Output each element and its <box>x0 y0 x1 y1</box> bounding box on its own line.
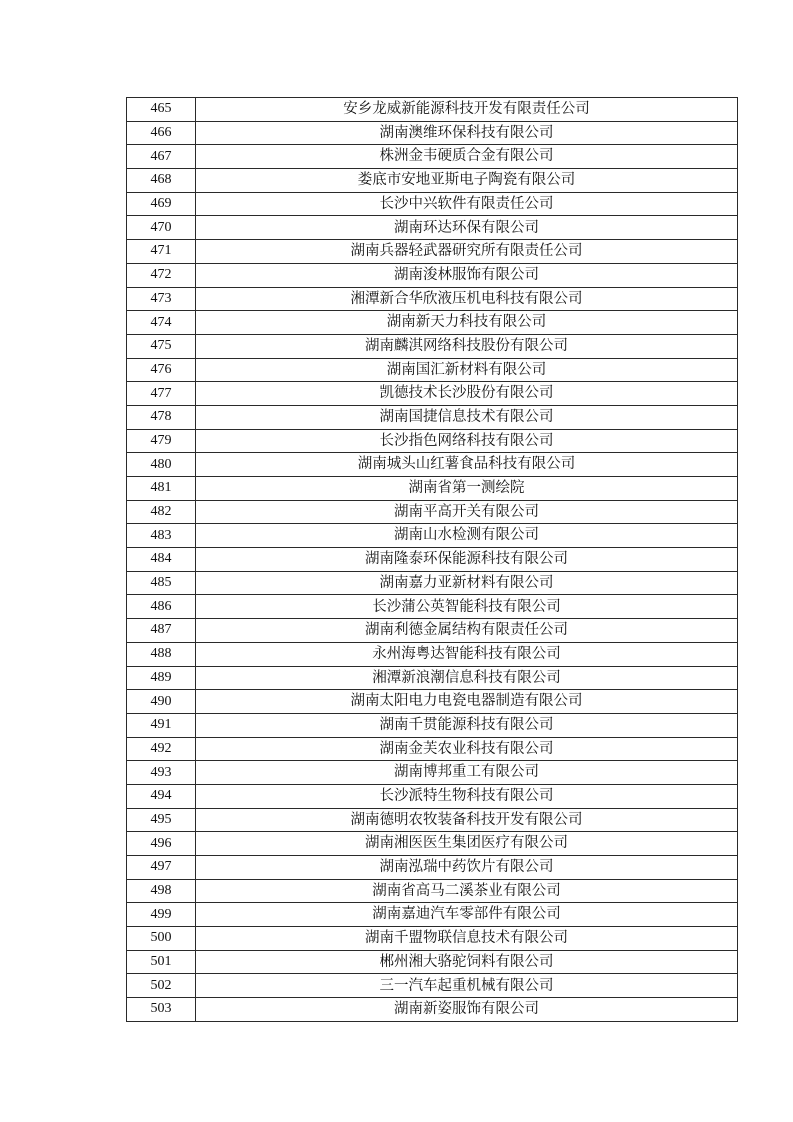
row-number: 465 <box>127 98 196 122</box>
row-number: 490 <box>127 690 196 714</box>
table-row <box>127 548 738 572</box>
row-number: 492 <box>127 737 196 761</box>
row-number: 496 <box>127 832 196 856</box>
table-row <box>127 334 738 358</box>
row-number: 501 <box>127 950 196 974</box>
company-name: 湖南兵器轻武器研究所有限责任公司 <box>196 240 738 264</box>
table-row <box>127 121 738 145</box>
company-name: 湖南澳维环保科技有限公司 <box>196 121 738 145</box>
company-name: 株洲金韦硬质合金有限公司 <box>196 145 738 169</box>
row-number: 466 <box>127 121 196 145</box>
company-name: 湖南嘉迪汽车零部件有限公司 <box>196 903 738 927</box>
company-name: 湖南博邦重工有限公司 <box>196 761 738 785</box>
company-name: 长沙中兴软件有限责任公司 <box>196 192 738 216</box>
table-row <box>127 761 738 785</box>
row-number: 495 <box>127 808 196 832</box>
table-row <box>127 358 738 382</box>
row-number: 469 <box>127 192 196 216</box>
table-row <box>127 737 738 761</box>
table-row <box>127 145 738 169</box>
company-name: 湖南浚林服饰有限公司 <box>196 263 738 287</box>
company-name: 湘潭新合华欣液压机电科技有限公司 <box>196 287 738 311</box>
company-name: 湖南国捷信息技术有限公司 <box>196 405 738 429</box>
table-row <box>127 524 738 548</box>
table-row <box>127 477 738 501</box>
table-row <box>127 382 738 406</box>
company-name: 永州海粤达智能科技有限公司 <box>196 642 738 666</box>
row-number: 474 <box>127 311 196 335</box>
company-name: 长沙蒲公英智能科技有限公司 <box>196 595 738 619</box>
row-number: 485 <box>127 571 196 595</box>
table-row <box>127 169 738 193</box>
company-name: 湖南省高马二溪茶业有限公司 <box>196 879 738 903</box>
table-row <box>127 856 738 880</box>
table-row <box>127 974 738 998</box>
table-row <box>127 263 738 287</box>
row-number: 483 <box>127 524 196 548</box>
row-number: 482 <box>127 500 196 524</box>
company-name: 湖南千盟物联信息技术有限公司 <box>196 927 738 951</box>
row-number: 499 <box>127 903 196 927</box>
row-number: 484 <box>127 548 196 572</box>
row-number: 494 <box>127 784 196 808</box>
company-name: 湖南泓瑞中药饮片有限公司 <box>196 856 738 880</box>
row-number: 472 <box>127 263 196 287</box>
row-number: 480 <box>127 453 196 477</box>
row-number: 488 <box>127 642 196 666</box>
row-number: 481 <box>127 477 196 501</box>
row-number: 487 <box>127 619 196 643</box>
company-name: 安乡龙威新能源科技开发有限责任公司 <box>196 98 738 122</box>
company-name: 湖南新姿服饰有限公司 <box>196 998 738 1022</box>
company-name: 湖南利德金属结构有限责任公司 <box>196 619 738 643</box>
row-number: 486 <box>127 595 196 619</box>
company-name: 娄底市安地亚斯电子陶瓷有限公司 <box>196 169 738 193</box>
row-number: 477 <box>127 382 196 406</box>
table-row <box>127 619 738 643</box>
table-row <box>127 192 738 216</box>
row-number: 467 <box>127 145 196 169</box>
company-name: 湖南金芙农业科技有限公司 <box>196 737 738 761</box>
table-row <box>127 903 738 927</box>
row-number: 493 <box>127 761 196 785</box>
row-number: 503 <box>127 998 196 1022</box>
table-row <box>127 713 738 737</box>
company-name: 长沙指色网络科技有限公司 <box>196 429 738 453</box>
company-name: 湖南环达环保有限公司 <box>196 216 738 240</box>
table-row <box>127 666 738 690</box>
company-name: 三一汽车起重机械有限公司 <box>196 974 738 998</box>
company-name: 湖南国汇新材料有限公司 <box>196 358 738 382</box>
table-row <box>127 832 738 856</box>
company-name: 湖南平高开关有限公司 <box>196 500 738 524</box>
company-name: 湖南麟淇网络科技股份有限公司 <box>196 334 738 358</box>
table-row <box>127 405 738 429</box>
table-row <box>127 595 738 619</box>
row-number: 476 <box>127 358 196 382</box>
company-name: 湖南德明农牧装备科技开发有限公司 <box>196 808 738 832</box>
company-list-body <box>127 98 738 1022</box>
row-number: 497 <box>127 856 196 880</box>
company-name: 湖南千贯能源科技有限公司 <box>196 713 738 737</box>
table-row <box>127 927 738 951</box>
company-name: 长沙派特生物科技有限公司 <box>196 784 738 808</box>
table-row <box>127 429 738 453</box>
row-number: 470 <box>127 216 196 240</box>
table-row <box>127 571 738 595</box>
row-number: 479 <box>127 429 196 453</box>
row-number: 502 <box>127 974 196 998</box>
table-row <box>127 642 738 666</box>
table-row <box>127 808 738 832</box>
row-number: 475 <box>127 334 196 358</box>
table-row <box>127 690 738 714</box>
company-name: 湖南嘉力亚新材料有限公司 <box>196 571 738 595</box>
row-number: 468 <box>127 169 196 193</box>
table-row <box>127 500 738 524</box>
company-name: 湖南省第一测绘院 <box>196 477 738 501</box>
company-name: 湘潭新浪潮信息科技有限公司 <box>196 666 738 690</box>
company-name: 湖南城头山红薯食品科技有限公司 <box>196 453 738 477</box>
table-row <box>127 784 738 808</box>
company-name: 湖南隆泰环保能源科技有限公司 <box>196 548 738 572</box>
table-row <box>127 311 738 335</box>
row-number: 471 <box>127 240 196 264</box>
table-row <box>127 879 738 903</box>
company-name: 湖南山水检测有限公司 <box>196 524 738 548</box>
table-row <box>127 998 738 1022</box>
table-row <box>127 240 738 264</box>
table-row <box>127 98 738 122</box>
table-row <box>127 453 738 477</box>
row-number: 500 <box>127 927 196 951</box>
row-number: 491 <box>127 713 196 737</box>
company-list-table <box>126 97 738 1022</box>
row-number: 498 <box>127 879 196 903</box>
row-number: 478 <box>127 405 196 429</box>
row-number: 489 <box>127 666 196 690</box>
row-number: 473 <box>127 287 196 311</box>
company-name: 湖南新天力科技有限公司 <box>196 311 738 335</box>
company-name: 湖南湘医医生集团医疗有限公司 <box>196 832 738 856</box>
company-name: 湖南太阳电力电瓷电器制造有限公司 <box>196 690 738 714</box>
company-name: 郴州湘大骆驼饲料有限公司 <box>196 950 738 974</box>
table-row <box>127 950 738 974</box>
table-row <box>127 216 738 240</box>
table-row <box>127 287 738 311</box>
company-name: 凯德技术长沙股份有限公司 <box>196 382 738 406</box>
